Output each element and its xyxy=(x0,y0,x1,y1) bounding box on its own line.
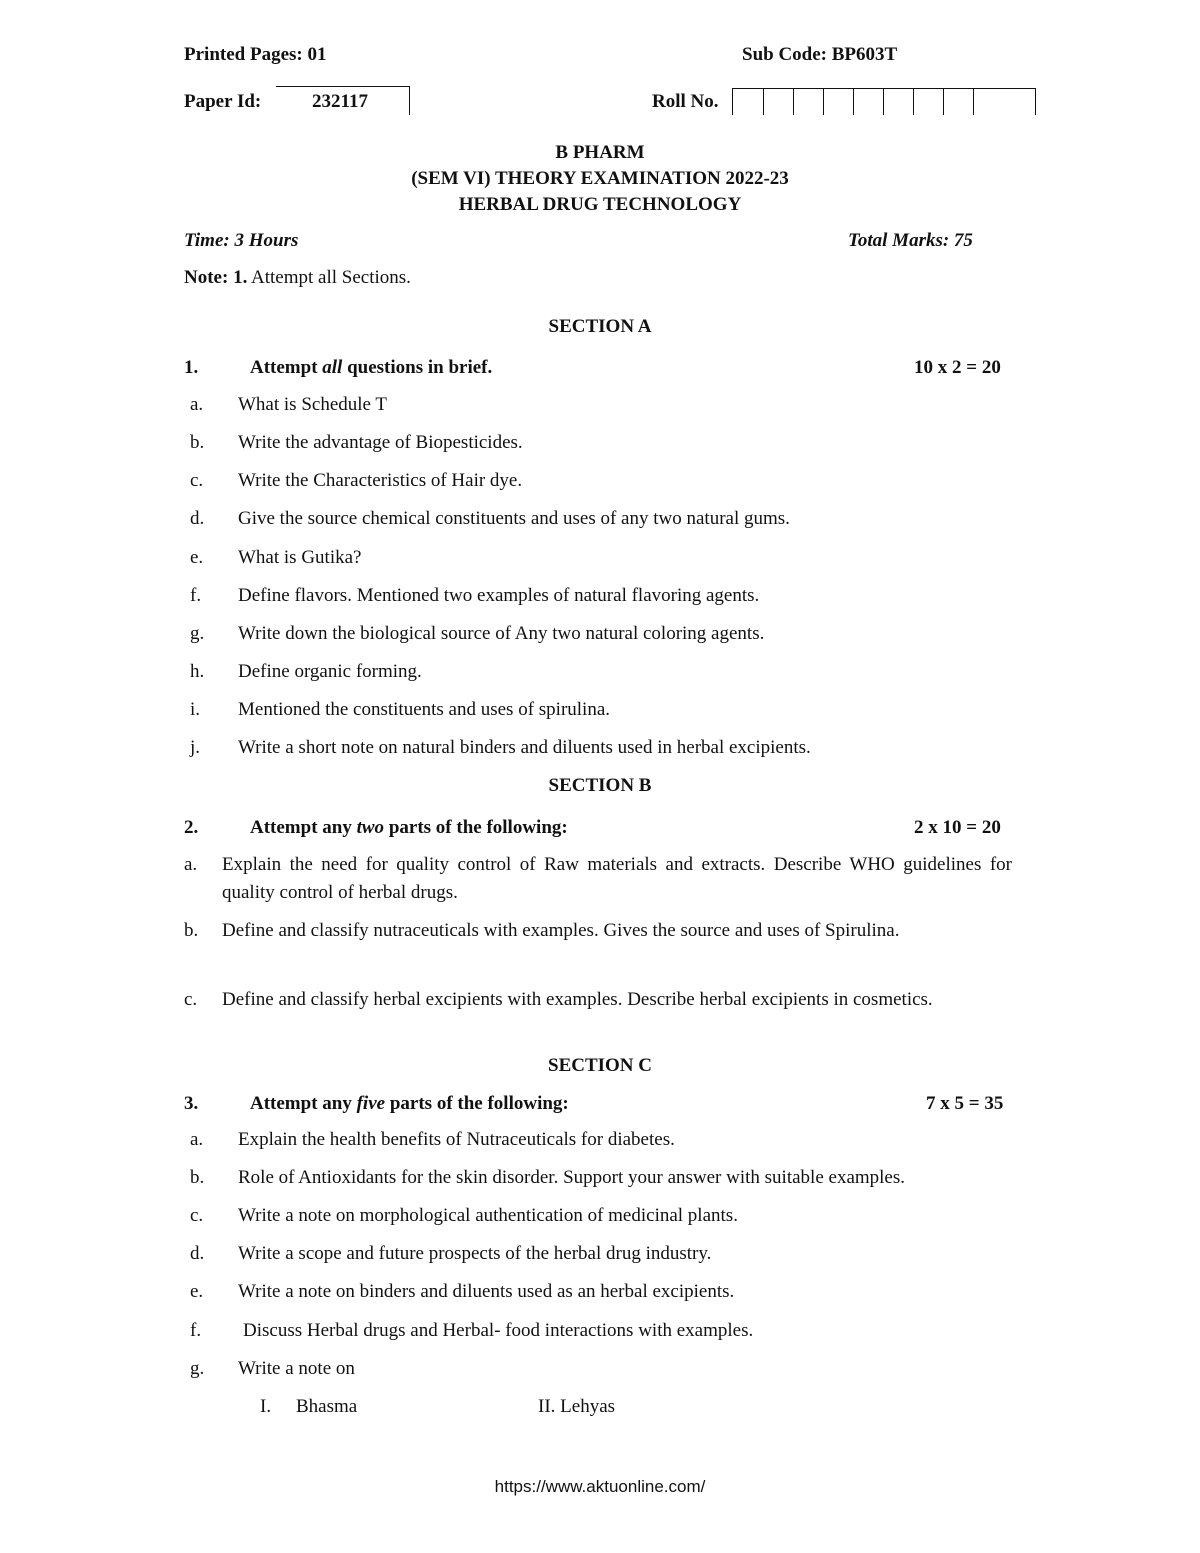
q1-item-text: Write the Characteristics of Hair dye. xyxy=(238,470,523,491)
roll-no-label: Roll No. xyxy=(652,91,719,112)
question-2-marks: 2 x 10 = 20 xyxy=(914,817,1001,838)
question-3-number: 3. xyxy=(184,1093,199,1114)
q3-item-label: e. xyxy=(190,1281,204,1302)
q3-item-label: c. xyxy=(190,1205,204,1226)
section-c-heading: SECTION C xyxy=(548,1055,652,1076)
q1-item-label: i. xyxy=(190,699,201,720)
q1-item-text: Write down the biological source of Any two natural coloring agents. xyxy=(238,623,765,644)
note-number: 1. xyxy=(233,267,248,288)
exam-title: (SEM VI) THEORY EXAMINATION 2022-23 xyxy=(411,168,789,189)
q2-item xyxy=(184,851,1012,907)
q3-sub-item-text: II. Lehyas xyxy=(538,1396,616,1417)
question-1-number: 1. xyxy=(184,357,199,378)
q2-item-label: c. xyxy=(184,989,198,1010)
q2-item-text: Explain the need for quality control of Raw materials and extracts. Describe WHO guidelines for quality control of herbal drugs. xyxy=(222,854,1012,903)
roll-no-box xyxy=(732,88,1036,115)
q3-item-text: Explain the health benefits of Nutraceuticals for diabetes. xyxy=(238,1129,675,1150)
paper-id-value: 232117 xyxy=(312,91,368,112)
q1-item-label: f. xyxy=(190,585,202,606)
q3-item-text: Write a note on morphological authentication of medicinal plants. xyxy=(238,1205,738,1226)
q2-item-text: Define and classify nutraceuticals with examples. Gives the source and uses of Spirulina. xyxy=(222,920,900,941)
q1-item-label: j. xyxy=(190,737,201,758)
q1-item-text: What is Schedule T xyxy=(238,394,387,415)
q1-item-label: a. xyxy=(190,394,204,415)
roll-cell-divider xyxy=(883,89,884,115)
q1-item-text: Mentioned the constituents and uses of spirulina. xyxy=(238,699,611,720)
question-3-marks: 7 x 5 = 35 xyxy=(926,1093,1004,1114)
q3-sub-item-text: Bhasma xyxy=(296,1396,358,1417)
roll-cell-divider xyxy=(973,89,974,115)
q1-item-label: c. xyxy=(190,470,204,491)
course-title: B PHARM xyxy=(555,142,645,163)
q2-item-label: b. xyxy=(184,920,199,941)
printed-pages: Printed Pages: 01 xyxy=(184,44,327,65)
q2-item xyxy=(184,917,1118,945)
paper-id-label: Paper Id: xyxy=(184,91,262,112)
roll-cell-divider xyxy=(913,89,914,115)
q3-item-label: g. xyxy=(190,1358,205,1379)
footer-url: https://www.aktuonline.com/ xyxy=(494,1477,706,1496)
note-line xyxy=(184,267,411,289)
q1-item-text: Give the source chemical constituents and uses of any two natural gums. xyxy=(238,508,790,529)
q1-item-label: h. xyxy=(190,661,205,682)
q1-item-text: Write a short note on natural binders and diluents used in herbal excipients. xyxy=(238,737,811,758)
q2-item-text: Define and classify herbal excipients with examples. Describe herbal excipients in cosmetics. xyxy=(222,989,933,1010)
q1-item-text: Define flavors. Mentioned two examples of natural flavoring agents. xyxy=(238,585,760,606)
time-allowed: Time: 3 Hours xyxy=(184,230,299,251)
section-b-heading: SECTION B xyxy=(548,775,652,796)
q1-item-label: e. xyxy=(190,547,204,568)
q2-item xyxy=(184,986,1088,1014)
roll-cell-divider xyxy=(853,89,854,115)
q1-item-text: Define organic forming. xyxy=(238,661,422,682)
note-label: Note: xyxy=(184,267,229,288)
q3-item-text: Write a scope and future prospects of the herbal drug industry. xyxy=(238,1243,712,1264)
question-2-instruction: Attempt any two parts of the following: xyxy=(250,817,568,838)
question-2-number: 2. xyxy=(184,817,199,838)
subject-title: HERBAL DRUG TECHNOLOGY xyxy=(458,194,742,215)
q1-item-text: Write the advantage of Biopesticides. xyxy=(238,432,523,453)
q1-item-text: What is Gutika? xyxy=(238,547,362,568)
question-1-instruction: Attempt all questions in brief. xyxy=(250,357,493,378)
q1-item-label: g. xyxy=(190,623,205,644)
q2-item-label: a. xyxy=(184,854,198,875)
roll-cell-divider xyxy=(943,89,944,115)
roll-cell-divider xyxy=(763,89,764,115)
q1-item-label: d. xyxy=(190,508,205,529)
sub-code: Sub Code: BP603T xyxy=(742,44,898,65)
q3-item-label: f. xyxy=(190,1320,202,1341)
q3-item-text: Write a note on xyxy=(238,1358,355,1379)
total-marks: Total Marks: 75 xyxy=(848,230,973,251)
q3-item-text: Role of Antioxidants for the skin disorder. Support your answer with suitable examples. xyxy=(238,1167,906,1188)
note-text: Attempt all Sections. xyxy=(251,267,411,288)
q3-item-text: Write a note on binders and diluents used as an herbal excipients. xyxy=(238,1281,735,1302)
question-1-marks: 10 x 2 = 20 xyxy=(914,357,1001,378)
q3-item-label: d. xyxy=(190,1243,205,1264)
question-3-instruction: Attempt any five parts of the following: xyxy=(250,1093,569,1114)
roll-cell-divider xyxy=(793,89,794,115)
roll-cell-divider xyxy=(823,89,824,115)
q3-sub-item-label: I. xyxy=(260,1396,272,1417)
q3-item-label: b. xyxy=(190,1167,205,1188)
section-a-heading: SECTION A xyxy=(548,316,652,337)
q3-item-label: a. xyxy=(190,1129,204,1150)
q1-item-label: b. xyxy=(190,432,205,453)
q3-item-text: Discuss Herbal drugs and Herbal- food interactions with examples. xyxy=(243,1320,754,1341)
